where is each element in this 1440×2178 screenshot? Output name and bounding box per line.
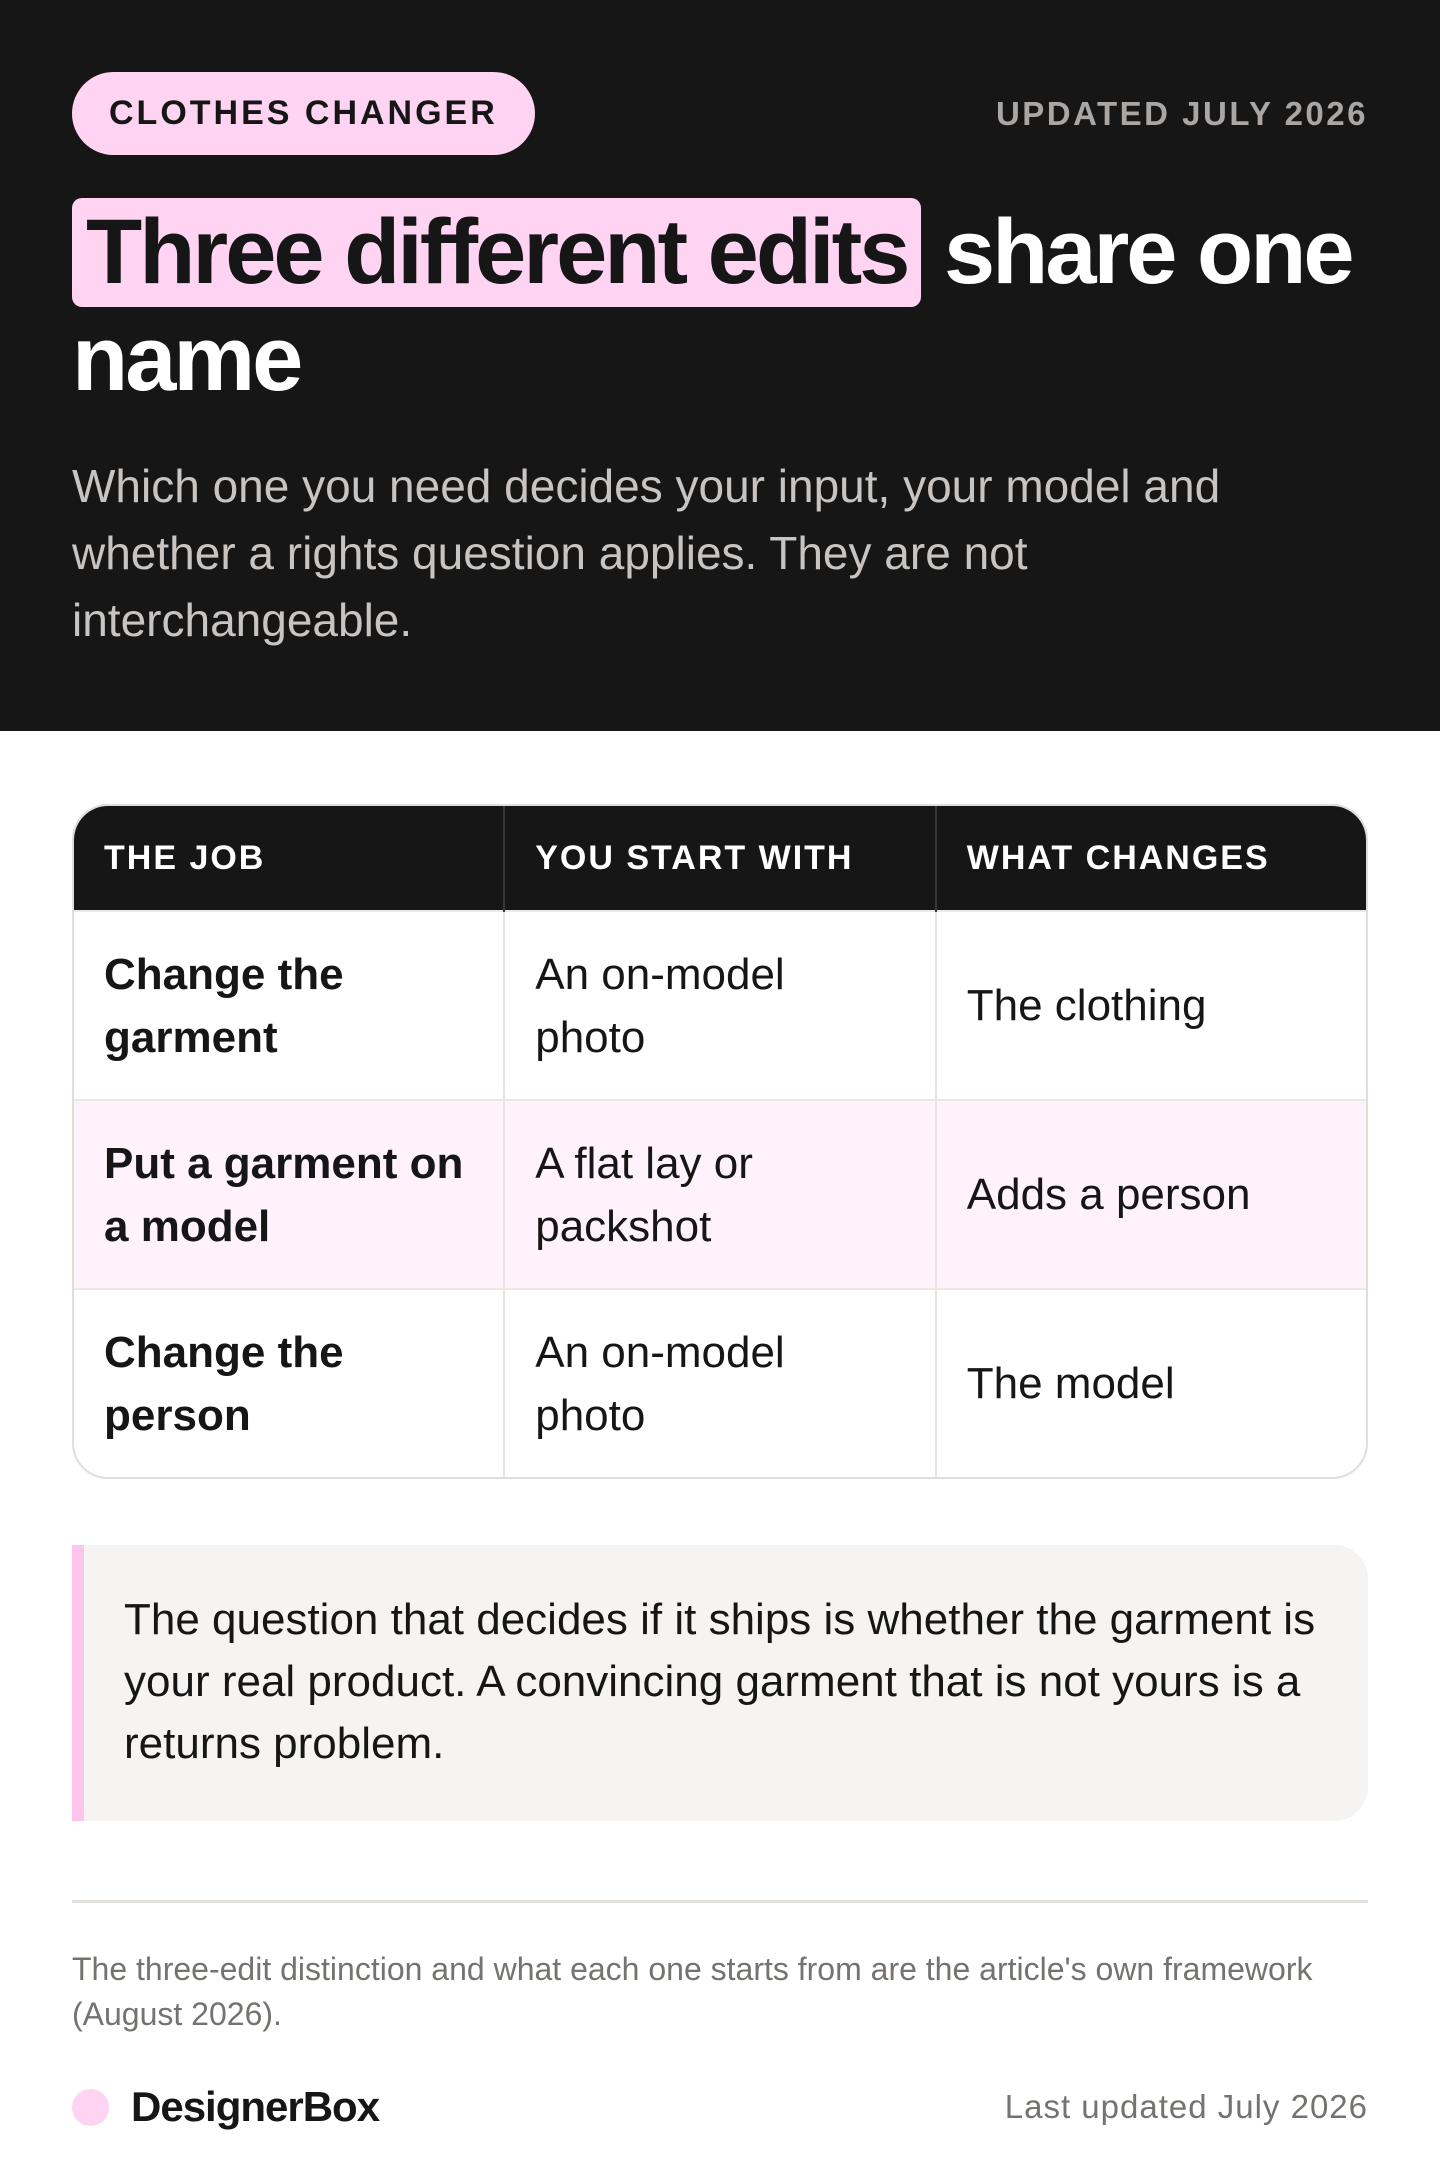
cell-changes: The clothing xyxy=(936,911,1366,1100)
cell-start: A flat lay or packshot xyxy=(504,1100,936,1289)
table-header-row xyxy=(74,806,1366,911)
page-title xyxy=(72,199,1368,413)
cell-job: Put a garment on a model xyxy=(74,1100,504,1289)
cell-changes: Adds a person xyxy=(936,1100,1366,1289)
cell-job: Change the person xyxy=(74,1289,504,1477)
brand-name: DesignerBox xyxy=(131,2083,380,2130)
hero-banner xyxy=(0,0,1440,731)
table-row xyxy=(74,1289,1366,1477)
table-row xyxy=(74,1100,1366,1289)
comparison-table xyxy=(72,804,1368,1479)
callout-note: The question that decides if it ships is whether the garment is your real product. A convincing garment that is not yours is a returns problem. xyxy=(72,1545,1368,1821)
column-header-changes: WHAT CHANGES xyxy=(936,806,1366,911)
pink-dot-icon xyxy=(72,2089,109,2126)
brand[interactable] xyxy=(72,2083,379,2131)
column-header-start: YOU START WITH xyxy=(504,806,936,911)
title-highlight: Three different edits xyxy=(72,198,921,307)
cell-start: An on-model photo xyxy=(504,1289,936,1477)
title-rest: share one name xyxy=(72,201,1352,410)
page-subtitle: Which one you need decides your input, your model and whether a rights question applies. They are not interchangeable. xyxy=(72,460,1221,646)
column-header-job: THE JOB xyxy=(74,806,504,911)
cell-job: Change the garment xyxy=(74,911,504,1100)
cell-start: An on-model photo xyxy=(504,911,936,1100)
category-tag: CLOTHES CHANGER xyxy=(72,72,535,155)
divider xyxy=(72,1900,1368,1903)
table-row xyxy=(74,911,1366,1100)
cell-changes: The model xyxy=(936,1289,1366,1477)
footer xyxy=(72,2083,1368,2131)
last-updated: Last updated July 2026 xyxy=(1004,2088,1368,2125)
source-note: The three-edit distinction and what each one starts from are the article's own framework (August 2026). xyxy=(72,1951,1313,2032)
updated-date: UPDATED JULY 2026 xyxy=(995,94,1368,132)
hero-top-row xyxy=(72,0,1368,155)
